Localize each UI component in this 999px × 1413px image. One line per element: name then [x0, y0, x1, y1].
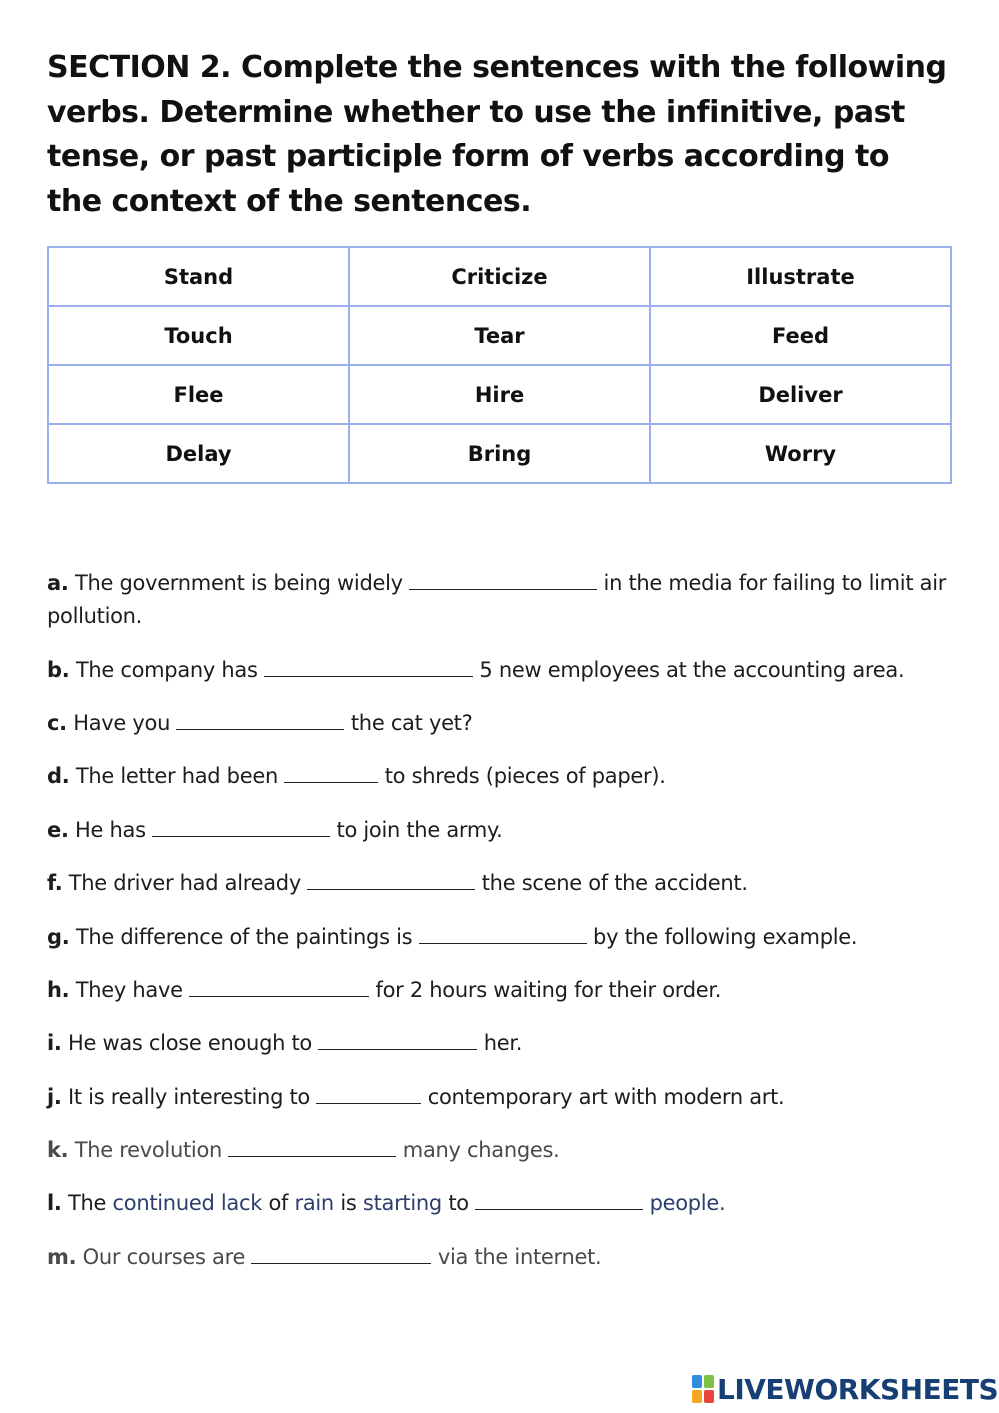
answer-blank[interactable]	[475, 1189, 643, 1210]
answer-blank[interactable]	[409, 569, 597, 590]
answer-blank[interactable]	[228, 1136, 396, 1157]
verb-cell: Hire	[349, 365, 650, 424]
sentence-end: the scene of the accident.	[481, 871, 748, 895]
sentence-end: 5 new employees at the accounting area.	[479, 658, 905, 682]
sentence-start: The government is being widely	[74, 571, 403, 595]
liveworksheets-logo-icon	[692, 1375, 714, 1403]
exercise-label: j.	[47, 1085, 62, 1109]
exercise-label: k.	[47, 1138, 69, 1162]
verb-cell: Flee	[48, 365, 349, 424]
exercise-label: b.	[47, 658, 70, 682]
exercise-k	[47, 1134, 962, 1167]
exercise-label: e.	[47, 818, 69, 842]
exercise-g	[47, 921, 962, 954]
sentence-start: It is really interesting to	[67, 1085, 310, 1109]
table-row	[48, 306, 951, 365]
verb-cell: Worry	[650, 424, 951, 483]
verb-cell: Tear	[349, 306, 650, 365]
sentence-word: to	[448, 1191, 469, 1215]
sentence-end: for 2 hours waiting for their order.	[375, 978, 722, 1002]
answer-blank[interactable]	[251, 1243, 431, 1264]
table-row	[48, 247, 951, 306]
exercise-d	[47, 760, 962, 793]
sentence-start: The company has	[75, 658, 258, 682]
exercise-b	[47, 654, 962, 687]
exercise-a	[47, 567, 962, 633]
exercise-label: l.	[47, 1191, 62, 1215]
table-row	[48, 365, 951, 424]
answer-blank[interactable]	[152, 816, 330, 837]
sentence-end: the cat yet?	[350, 711, 473, 735]
sentence-end: to join the army.	[336, 818, 503, 842]
sentence-start: The difference of the paintings is	[75, 925, 413, 949]
verb-cell: Touch	[48, 306, 349, 365]
sentence-start: Have you	[73, 711, 171, 735]
verb-cell: Feed	[650, 306, 951, 365]
exercise-c	[47, 707, 962, 740]
sentence-end: many changes.	[402, 1138, 560, 1162]
verb-cell: Stand	[48, 247, 349, 306]
verb-cell: Delay	[48, 424, 349, 483]
logo-text: LIVEWORKSHEETS	[717, 1372, 999, 1406]
exercise-e	[47, 814, 962, 847]
exercise-label: h.	[47, 978, 70, 1002]
exercise-label: a.	[47, 571, 69, 595]
exercise-m	[47, 1241, 962, 1274]
sentence-end: people.	[649, 1191, 726, 1215]
answer-blank[interactable]	[419, 923, 587, 944]
sentence-end: contemporary art with modern art.	[427, 1085, 785, 1109]
verb-cell: Illustrate	[650, 247, 951, 306]
sentence-start: He has	[75, 818, 146, 842]
answer-blank[interactable]	[189, 976, 369, 997]
sentence-word: continued lack	[112, 1191, 263, 1215]
exercise-j	[47, 1081, 962, 1114]
exercise-i	[47, 1027, 962, 1060]
sentence-word: rain	[294, 1191, 334, 1215]
exercise-label: i.	[47, 1031, 62, 1055]
exercise-label: c.	[47, 711, 67, 735]
answer-blank[interactable]	[284, 762, 378, 783]
exercise-f	[47, 867, 962, 900]
sentence-word: starting	[362, 1191, 442, 1215]
table-row	[48, 424, 951, 483]
verb-cell: Deliver	[650, 365, 951, 424]
exercise-l	[47, 1187, 962, 1220]
section-heading: SECTION 2. Complete the sentences with the following verbs. Determine whether to use the infinitive, past tense, or past participle form of verbs according to the context of the sentences.	[47, 50, 947, 219]
answer-blank[interactable]	[316, 1083, 421, 1104]
exercise-label: m.	[47, 1245, 77, 1269]
sentence-word: is	[340, 1191, 357, 1215]
exercise-label: f.	[47, 871, 63, 895]
sentence-end: by the following example.	[593, 925, 858, 949]
verb-table	[47, 246, 952, 484]
sentence-start: The driver had already	[68, 871, 301, 895]
exercise-h	[47, 974, 962, 1007]
sentence-start: They have	[75, 978, 183, 1002]
sentence-start: The revolution	[74, 1138, 223, 1162]
sentence-end: to shreds (pieces of paper).	[384, 764, 666, 788]
sentence-start: Our courses are	[82, 1245, 246, 1269]
sentence-word: The	[67, 1191, 107, 1215]
answer-blank[interactable]	[318, 1029, 477, 1050]
exercise-label: g.	[47, 925, 70, 949]
sentence-word: of	[268, 1191, 289, 1215]
liveworksheets-logo	[692, 1372, 998, 1406]
answer-blank[interactable]	[176, 709, 344, 730]
sentence-end: her.	[483, 1031, 523, 1055]
sentence-start: The letter had been	[75, 764, 278, 788]
answer-blank[interactable]	[264, 656, 473, 677]
exercise-label: d.	[47, 764, 70, 788]
verb-cell: Bring	[349, 424, 650, 483]
sentence-end: in the media for failing to limit air pollution.	[47, 571, 947, 628]
sentence-start: He was close enough to	[67, 1031, 312, 1055]
answer-blank[interactable]	[307, 869, 475, 890]
verb-cell: Criticize	[349, 247, 650, 306]
sentence-end: via the internet.	[437, 1245, 602, 1269]
